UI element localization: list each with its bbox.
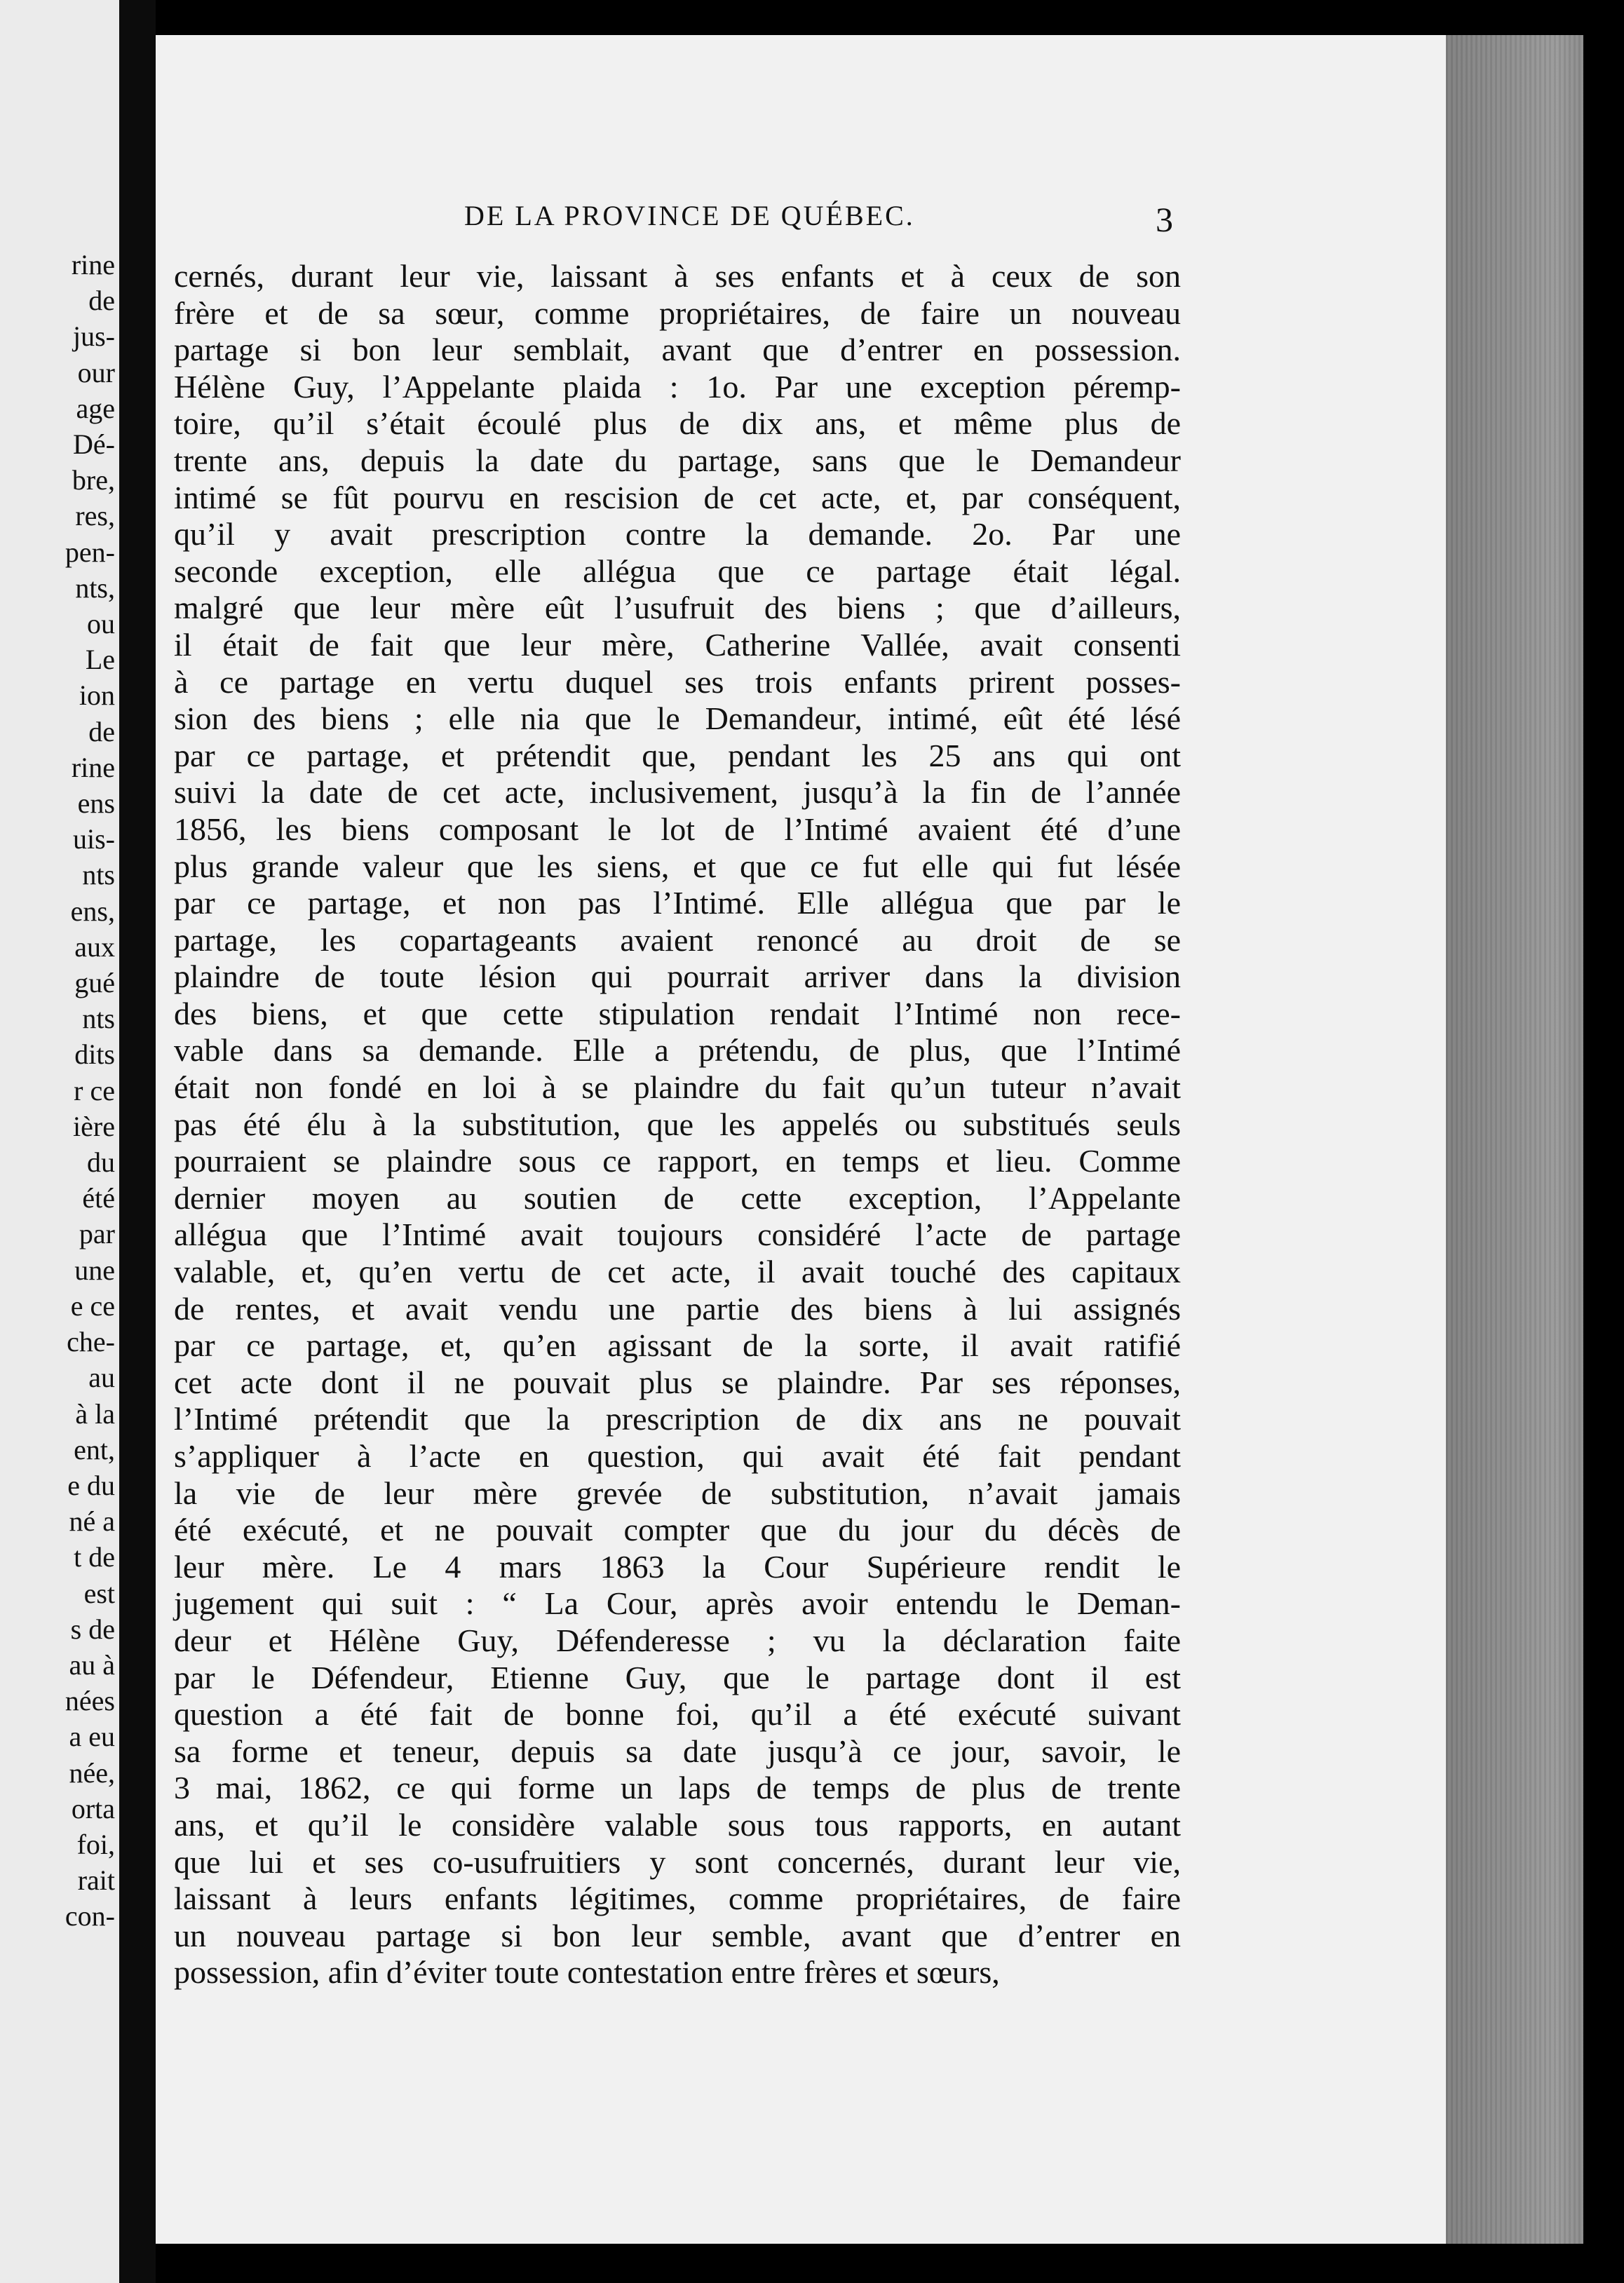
left-page-fragment: e ce xyxy=(70,1289,115,1322)
text-line: un nouveau partage si bon leur semble, avant que d’entrer en xyxy=(174,1917,1181,1953)
text-line: cet acte dont il ne pouvait plus se plaindre. Par ses réponses, xyxy=(174,1364,1181,1400)
left-page-fragment: che- xyxy=(67,1326,115,1358)
book-gutter xyxy=(119,0,156,2283)
text-line: la vie de leur mère grevée de substitution, n’avait jamais xyxy=(174,1475,1181,1511)
text-line: plus grande valeur que les siens, et que ce fut elle qui fut lésée xyxy=(174,848,1181,884)
text-line: qu’il y avait prescription contre la demande. 2o. Par une xyxy=(174,516,1181,553)
left-page-fragment: Dé- xyxy=(73,428,115,461)
text-line: pas été élu à la substitution, que les appelés ou substitués seuls xyxy=(174,1106,1181,1142)
left-page-fragment: a eu xyxy=(69,1721,115,1753)
left-page-fragment: our xyxy=(77,356,115,388)
left-page-fragment: s de xyxy=(70,1613,115,1645)
left-page-fragment: du xyxy=(87,1146,115,1179)
left-page-fragment: ens, xyxy=(70,895,115,927)
left-page-fragment: e du xyxy=(67,1469,115,1501)
left-page-fragment: nts, xyxy=(75,571,115,604)
left-page-fragment: rait xyxy=(77,1864,115,1897)
text-line: 3 mai, 1862, ce qui forme un laps de temps de plus de trente xyxy=(174,1770,1181,1806)
left-page-fragment: con- xyxy=(65,1900,115,1932)
left-page-fragment: jus- xyxy=(73,320,115,353)
text-line: suivi la date de cet acte, inclusivement, jusqu’à la fin de l’année xyxy=(174,774,1181,811)
text-line: partage si bon leur semblait, avant que d’entrer en possession. xyxy=(174,332,1181,368)
text-line: s’appliquer à l’acte en question, qui avait été fait pendant xyxy=(174,1438,1181,1474)
left-page-fragment: ou xyxy=(87,608,115,640)
page-number: 3 xyxy=(1156,200,1173,239)
text-line: à ce partage en vertu duquel ses trois enfants prirent posses- xyxy=(174,663,1181,700)
text-line: par ce partage, et non pas l’Intimé. Elle allégua que par le xyxy=(174,885,1181,921)
left-page-fragment: aux xyxy=(74,930,115,963)
left-page-fragment: nts xyxy=(82,1003,115,1035)
text-line: sa forme et teneur, depuis sa date jusqu’à ce jour, savoir, le xyxy=(174,1733,1181,1769)
text-line: par le Défendeur, Etienne Guy, que le partage dont il est xyxy=(174,1659,1181,1695)
left-page-fragment: ens xyxy=(77,787,115,820)
left-page-fragment: rine xyxy=(71,249,115,280)
left-page-fragment: est xyxy=(83,1577,115,1609)
left-page-fragment: été xyxy=(82,1182,115,1214)
text-line: Hélène Guy, l’Appelante plaida : 1o. Par une exception péremp- xyxy=(174,368,1181,405)
left-page-fragment: par xyxy=(79,1218,115,1250)
text-line: valable, et, qu’en vertu de cet acte, il avait touché des capitaux xyxy=(174,1254,1181,1290)
text-line: allégua que l’Intimé avait toujours considéré l’acte de partage xyxy=(174,1217,1181,1253)
left-page-fragment: nts xyxy=(82,859,115,891)
left-page-fragment: ion xyxy=(79,679,115,712)
body-text xyxy=(174,258,1181,1991)
page-edge xyxy=(1446,35,1583,2244)
text-line: il était de fait que leur mère, Catherine Vallée, avait consenti xyxy=(174,626,1181,663)
left-page-fragment: de xyxy=(88,715,115,747)
left-page-fragment: age xyxy=(76,392,115,424)
text-line: sion des biens ; elle nia que le Demandeur, intimé, eût été lésé xyxy=(174,700,1181,737)
text-line: de rentes, et avait vendu une partie des biens à lui assignés xyxy=(174,1290,1181,1327)
text-line: ans, et qu’il le considère valable sous tous rapports, en autant xyxy=(174,1806,1181,1843)
left-page-fragment: bre, xyxy=(72,464,115,496)
text-line: par ce partage, et, qu’en agissant de la sorte, il avait ratifié xyxy=(174,1327,1181,1364)
text-line: 1856, les biens composant le lot de l’Intimé avaient été d’une xyxy=(174,811,1181,847)
left-page-fragment: orta xyxy=(71,1792,115,1824)
left-page-fragment: une xyxy=(74,1254,115,1286)
text-line: laissant à leurs enfants légitimes, comme propriétaires, de faire xyxy=(174,1881,1181,1917)
text-line: des biens, et que cette stipulation rendait l’Intimé non rece- xyxy=(174,995,1181,1031)
left-page-fragment: au xyxy=(88,1362,115,1394)
text-line: question a été fait de bonne foi, qu’il a été exécuté suivant xyxy=(174,1696,1181,1733)
text-line: plaindre de toute lésion qui pourrait arriver dans la division xyxy=(174,958,1181,995)
text-line: malgré que leur mère eût l’usufruit des biens ; que d’ailleurs, xyxy=(174,590,1181,626)
left-page-fragment: au à xyxy=(69,1648,115,1681)
left-page-fragment: t de xyxy=(74,1541,115,1573)
left-page-fragment: ière xyxy=(73,1110,115,1142)
left-page-fragments xyxy=(65,247,115,1935)
text-line: vable dans sa demande. Elle a prétendu, de plus, que l’Intimé xyxy=(174,1032,1181,1069)
left-page-fragment: de xyxy=(88,285,115,317)
text-line: pourraient se plaindre sous ce rapport, en temps et lieu. Comme xyxy=(174,1143,1181,1179)
left-page-fragment: rine xyxy=(71,751,115,783)
left-page-fragment: ent, xyxy=(74,1433,115,1465)
text-line: été exécuté, et ne pouvait compter que du jour du décès de xyxy=(174,1512,1181,1548)
left-page-fragment: uis- xyxy=(73,823,115,855)
text-line: trente ans, depuis la date du partage, sans que le Demandeur xyxy=(174,442,1181,478)
left-page-fragment: dits xyxy=(74,1038,115,1071)
left-page-fragment: foi, xyxy=(76,1828,115,1860)
text-line: était non fondé en loi à se plaindre du fait qu’un tuteur n’avait xyxy=(174,1069,1181,1106)
text-line: toire, qu’il s’était écoulé plus de dix ans, et même plus de xyxy=(174,405,1181,442)
left-page-fragment: né a xyxy=(69,1505,115,1538)
text-line: partage, les copartageants avaient renoncé au droit de se xyxy=(174,921,1181,958)
left-page-fragment: gué xyxy=(74,967,115,999)
text-line: deur et Hélène Guy, Défenderesse ; vu la déclaration faite xyxy=(174,1622,1181,1658)
text-line: l’Intimé prétendit que la prescription de dix ans ne pouvait xyxy=(174,1401,1181,1437)
text-line: par ce partage, et prétendit que, pendant les 25 ans qui ont xyxy=(174,737,1181,773)
left-page-fragment: pen- xyxy=(65,536,115,568)
left-page-fragment: nées xyxy=(65,1685,115,1717)
text-line: dernier moyen au soutien de cette exception, l’Appelante xyxy=(174,1179,1181,1216)
text-line: leur mère. Le 4 mars 1863 la Cour Supérieure rendit le xyxy=(174,1548,1181,1585)
text-line: intimé se fût pourvu en rescision de cet acte, et, par conséquent, xyxy=(174,479,1181,515)
text-line: que lui et ses co-usufruitiers y sont concernés, durant leur vie, xyxy=(174,1843,1181,1880)
text-line: possession, afin d’éviter toute contestation entre frères et sœurs, xyxy=(174,1954,1000,1991)
left-facing-page xyxy=(0,0,119,2283)
left-page-fragment: res, xyxy=(75,500,115,532)
running-head: DE LA PROVINCE DE QUÉBEC. xyxy=(464,200,915,231)
left-page-fragment: née, xyxy=(69,1756,115,1789)
text-line: frère et de sa sœur, comme propriétaires, de faire un nouveau xyxy=(174,294,1181,331)
text-line: seconde exception, elle allégua que ce partage était légal. xyxy=(174,553,1181,589)
text-line: jugement qui suit : “ La Cour, après avoir entendu le Deman- xyxy=(174,1585,1181,1622)
left-page-fragment: r ce xyxy=(74,1074,115,1106)
text-line: cernés, durant leur vie, laissant à ses enfants et à ceux de son xyxy=(174,258,1181,294)
left-page-fragment: Le xyxy=(85,644,115,676)
left-page-fragment: à la xyxy=(75,1397,115,1430)
